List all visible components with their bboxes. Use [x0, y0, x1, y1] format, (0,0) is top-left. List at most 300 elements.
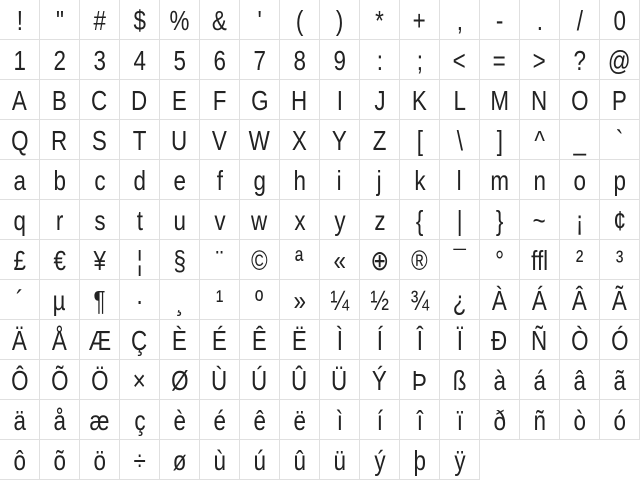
glyph-cell[interactable]: [320, 40, 360, 80]
glyph-cell[interactable]: [400, 320, 440, 360]
glyph-cell[interactable]: [560, 240, 600, 280]
glyph-cell[interactable]: [160, 240, 200, 280]
glyph-cell[interactable]: [360, 160, 400, 200]
glyph: Ö: [90, 365, 109, 396]
glyph-cell[interactable]: [200, 80, 240, 120]
glyph: K: [412, 85, 427, 116]
glyph: °: [495, 245, 504, 276]
glyph-cell[interactable]: [600, 0, 640, 40]
glyph: Ý: [372, 365, 387, 396]
glyph-cell[interactable]: [520, 400, 560, 440]
glyph: À: [492, 285, 507, 316]
glyph-cell[interactable]: [40, 40, 80, 80]
glyph-cell[interactable]: [160, 80, 200, 120]
glyph: M: [490, 85, 509, 116]
glyph: é: [213, 405, 226, 436]
glyph-cell[interactable]: [480, 160, 520, 200]
glyph-cell[interactable]: [600, 80, 640, 120]
glyph-cell[interactable]: [520, 120, 560, 160]
glyph-cell[interactable]: [0, 200, 40, 240]
glyph: j: [376, 165, 382, 196]
glyph-cell[interactable]: [360, 0, 400, 40]
glyph-cell[interactable]: [480, 320, 520, 360]
glyph: D: [131, 85, 148, 116]
glyph-cell[interactable]: [520, 80, 560, 120]
glyph: ,: [456, 5, 463, 36]
glyph-cell[interactable]: [120, 200, 160, 240]
glyph-cell[interactable]: [440, 360, 480, 400]
glyph: ä: [13, 405, 26, 436]
glyph-cell[interactable]: [520, 160, 560, 200]
glyph: ?: [573, 45, 586, 76]
glyph-cell[interactable]: [400, 160, 440, 200]
glyph-cell[interactable]: [360, 120, 400, 160]
glyph-cell[interactable]: [80, 240, 120, 280]
glyph: ó: [613, 405, 626, 436]
glyph-cell[interactable]: [160, 200, 200, 240]
glyph: Ï: [456, 325, 463, 356]
glyph-cell[interactable]: [560, 160, 600, 200]
glyph: Q: [10, 125, 29, 156]
glyph: Ô: [10, 365, 29, 396]
glyph-cell[interactable]: [0, 120, 40, 160]
glyph: V: [212, 125, 227, 156]
glyph-cell[interactable]: [120, 120, 160, 160]
glyph-cell[interactable]: [440, 280, 480, 320]
glyph-cell[interactable]: [480, 360, 520, 400]
glyph: ü: [333, 445, 346, 476]
glyph-cell[interactable]: [400, 200, 440, 240]
glyph: {: [415, 205, 424, 236]
glyph: ²: [575, 245, 584, 276]
glyph-cell[interactable]: [360, 200, 400, 240]
glyph-cell[interactable]: [520, 240, 560, 280]
glyph-cell[interactable]: [480, 200, 520, 240]
glyph: Ñ: [531, 325, 548, 356]
glyph-cell[interactable]: [200, 0, 240, 40]
glyph: ¦: [136, 245, 143, 276]
glyph-cell[interactable]: [40, 360, 80, 400]
glyph-cell[interactable]: [400, 0, 440, 40]
glyph: ¸: [175, 285, 184, 316]
glyph: ì: [336, 405, 343, 436]
glyph-cell[interactable]: [400, 80, 440, 120]
glyph-cell[interactable]: [480, 240, 520, 280]
glyph: -: [495, 5, 504, 36]
glyph-cell[interactable]: [160, 40, 200, 80]
glyph-cell[interactable]: [80, 80, 120, 120]
glyph: B: [52, 85, 67, 116]
glyph-cell[interactable]: [560, 400, 600, 440]
glyph-cell[interactable]: [480, 120, 520, 160]
glyph: w: [251, 205, 268, 236]
glyph-cell[interactable]: [40, 320, 80, 360]
glyph-cell[interactable]: [440, 440, 480, 480]
glyph: O: [570, 85, 589, 116]
glyph-cell[interactable]: [400, 120, 440, 160]
glyph: î: [416, 405, 423, 436]
glyph: ⊕: [370, 245, 389, 276]
glyph-cell[interactable]: [120, 80, 160, 120]
glyph-cell[interactable]: [240, 400, 280, 440]
glyph-cell[interactable]: [400, 40, 440, 80]
glyph-cell[interactable]: [80, 200, 120, 240]
glyph-cell[interactable]: [0, 440, 40, 480]
glyph-cell[interactable]: [200, 200, 240, 240]
glyph: Ù: [211, 365, 228, 396]
glyph-cell[interactable]: [520, 200, 560, 240]
glyph-cell[interactable]: [280, 400, 320, 440]
glyph-cell[interactable]: [280, 240, 320, 280]
glyph-cell[interactable]: [360, 360, 400, 400]
glyph: ¹: [215, 285, 224, 316]
glyph-cell[interactable]: [240, 80, 280, 120]
glyph-cell[interactable]: [600, 40, 640, 80]
glyph: W: [248, 125, 271, 156]
glyph: %: [169, 5, 190, 36]
glyph: »: [293, 285, 306, 316]
glyph-cell[interactable]: [80, 120, 120, 160]
glyph: 8: [293, 45, 306, 76]
glyph: x: [293, 205, 306, 236]
glyph: ÷: [133, 445, 146, 476]
glyph-cell[interactable]: [280, 360, 320, 400]
glyph-cell[interactable]: [320, 360, 360, 400]
glyph-cell[interactable]: [200, 240, 240, 280]
glyph-cell[interactable]: [200, 360, 240, 400]
glyph: ÿ: [453, 445, 466, 476]
glyph-cell[interactable]: [240, 40, 280, 80]
glyph-cell[interactable]: [320, 280, 360, 320]
glyph-cell[interactable]: [80, 280, 120, 320]
glyph: 6: [213, 45, 226, 76]
glyph-cell[interactable]: [120, 240, 160, 280]
glyph-cell[interactable]: [160, 0, 200, 40]
glyph-cell[interactable]: [320, 320, 360, 360]
glyph-cell[interactable]: [360, 400, 400, 440]
glyph: Ò: [570, 325, 589, 356]
glyph-cell[interactable]: [160, 320, 200, 360]
glyph: Í: [376, 325, 383, 356]
glyph-cell[interactable]: [560, 120, 600, 160]
glyph-cell[interactable]: [160, 440, 200, 480]
glyph: S: [92, 125, 107, 156]
glyph-cell[interactable]: [240, 320, 280, 360]
glyph: û: [293, 445, 306, 476]
glyph-cell[interactable]: [480, 80, 520, 120]
glyph: å: [53, 405, 66, 436]
glyph-cell[interactable]: [80, 0, 120, 40]
glyph: Ã: [612, 285, 627, 316]
glyph: \: [456, 125, 463, 156]
glyph: ;: [416, 45, 423, 76]
glyph-cell[interactable]: [0, 360, 40, 400]
glyph: c: [93, 165, 106, 196]
glyph-cell[interactable]: [400, 280, 440, 320]
glyph-cell[interactable]: [80, 160, 120, 200]
glyph-cell[interactable]: [280, 120, 320, 160]
glyph-cell[interactable]: [40, 440, 80, 480]
glyph: ": [55, 5, 64, 36]
glyph: ·: [135, 285, 144, 316]
glyph-cell[interactable]: [440, 120, 480, 160]
glyph-cell[interactable]: [560, 280, 600, 320]
glyph: ç: [133, 405, 146, 436]
glyph-cell[interactable]: [600, 360, 640, 400]
glyph-cell[interactable]: [80, 320, 120, 360]
glyph-cell[interactable]: [0, 240, 40, 280]
glyph-cell[interactable]: [360, 40, 400, 80]
glyph: ^: [534, 125, 545, 156]
glyph-cell[interactable]: [360, 440, 400, 480]
glyph: e: [173, 165, 186, 196]
glyph: ½: [370, 285, 389, 316]
glyph: ×: [132, 365, 147, 396]
glyph: ffl: [530, 245, 549, 276]
glyph-cell[interactable]: [280, 40, 320, 80]
glyph-cell[interactable]: [480, 280, 520, 320]
glyph-cell[interactable]: [160, 120, 200, 160]
glyph: :: [376, 45, 383, 76]
glyph-cell[interactable]: [280, 320, 320, 360]
glyph: U: [171, 125, 188, 156]
glyph-cell[interactable]: [80, 360, 120, 400]
glyph-cell[interactable]: [600, 160, 640, 200]
glyph: €: [53, 245, 66, 276]
glyph-cell[interactable]: [240, 280, 280, 320]
glyph-cell[interactable]: [200, 160, 240, 200]
glyph: !: [16, 5, 23, 36]
glyph-cell[interactable]: [240, 0, 280, 40]
glyph: q: [13, 205, 26, 236]
glyph-cell[interactable]: [240, 440, 280, 480]
glyph: Ü: [331, 365, 348, 396]
glyph-cell[interactable]: [240, 200, 280, 240]
glyph: Ð: [491, 325, 508, 356]
glyph: &: [212, 5, 227, 36]
glyph-cell[interactable]: [520, 0, 560, 40]
glyph-cell[interactable]: [0, 280, 40, 320]
glyph-cell[interactable]: [280, 0, 320, 40]
glyph-cell[interactable]: [120, 400, 160, 440]
glyph-cell[interactable]: [480, 0, 520, 40]
glyph-cell[interactable]: [120, 320, 160, 360]
glyph: ê: [253, 405, 266, 436]
glyph-cell[interactable]: [480, 40, 520, 80]
glyph: n: [533, 165, 546, 196]
glyph: u: [173, 205, 186, 236]
glyph-cell[interactable]: [200, 400, 240, 440]
glyph-cell[interactable]: [40, 80, 80, 120]
glyph: ¼: [330, 285, 349, 316]
glyph: µ: [53, 285, 66, 316]
glyph: ã: [613, 365, 626, 396]
glyph-cell[interactable]: [320, 200, 360, 240]
glyph: õ: [53, 445, 66, 476]
glyph-cell[interactable]: [280, 280, 320, 320]
glyph: R: [51, 125, 68, 156]
glyph-cell[interactable]: [440, 40, 480, 80]
glyph-cell[interactable]: [120, 280, 160, 320]
glyph-cell[interactable]: [520, 40, 560, 80]
glyph-cell[interactable]: [0, 40, 40, 80]
glyph: P: [612, 85, 627, 116]
glyph-cell[interactable]: [360, 320, 400, 360]
glyph-cell[interactable]: [440, 80, 480, 120]
glyph-cell[interactable]: [0, 160, 40, 200]
glyph: F: [212, 85, 227, 116]
glyph-cell[interactable]: [600, 200, 640, 240]
glyph-cell[interactable]: [80, 440, 120, 480]
glyph-cell[interactable]: [200, 440, 240, 480]
glyph: ª: [295, 245, 304, 276]
glyph-cell[interactable]: [80, 40, 120, 80]
glyph-cell[interactable]: [200, 280, 240, 320]
glyph-cell[interactable]: [520, 280, 560, 320]
glyph-cell[interactable]: [40, 400, 80, 440]
glyph-cell[interactable]: [160, 280, 200, 320]
glyph: Ë: [292, 325, 307, 356]
glyph-cell[interactable]: [320, 440, 360, 480]
glyph: I: [336, 85, 343, 116]
glyph-cell[interactable]: [440, 400, 480, 440]
glyph-cell[interactable]: [560, 40, 600, 80]
glyph-cell[interactable]: [400, 440, 440, 480]
glyph-cell[interactable]: [560, 80, 600, 120]
glyph: ©: [251, 245, 268, 276]
glyph-cell[interactable]: [0, 80, 40, 120]
glyph: [: [416, 125, 423, 156]
glyph-cell[interactable]: [280, 80, 320, 120]
glyph: «: [333, 245, 346, 276]
glyph: o: [573, 165, 586, 196]
glyph-cell[interactable]: [320, 120, 360, 160]
glyph: N: [531, 85, 548, 116]
glyph-cell[interactable]: [0, 0, 40, 40]
glyph-cell[interactable]: [40, 160, 80, 200]
glyph: <: [452, 45, 467, 76]
glyph-cell[interactable]: [360, 240, 400, 280]
glyph: à: [493, 365, 506, 396]
glyph-cell[interactable]: [240, 360, 280, 400]
glyph-cell[interactable]: [280, 160, 320, 200]
glyph-cell[interactable]: [40, 280, 80, 320]
glyph-cell[interactable]: [160, 160, 200, 200]
glyph-cell[interactable]: [0, 320, 40, 360]
glyph: Y: [332, 125, 347, 156]
glyph-cell[interactable]: [40, 0, 80, 40]
glyph: ): [335, 5, 344, 36]
glyph: >: [532, 45, 547, 76]
glyph-cell[interactable]: [240, 240, 280, 280]
glyph-cell[interactable]: [480, 400, 520, 440]
glyph-cell[interactable]: [120, 40, 160, 80]
glyph: ï: [456, 405, 463, 436]
glyph: X: [292, 125, 307, 156]
glyph-cell[interactable]: [600, 320, 640, 360]
glyph-cell[interactable]: [600, 280, 640, 320]
glyph-cell[interactable]: [120, 360, 160, 400]
glyph-cell[interactable]: [320, 0, 360, 40]
glyph-cell[interactable]: [360, 80, 400, 120]
glyph-cell[interactable]: [360, 280, 400, 320]
glyph-cell[interactable]: [400, 360, 440, 400]
glyph: ¾: [410, 285, 429, 316]
glyph-cell[interactable]: [440, 240, 480, 280]
glyph: ö: [93, 445, 106, 476]
glyph: Ê: [252, 325, 267, 356]
glyph-cell[interactable]: [40, 120, 80, 160]
glyph-cell[interactable]: [520, 320, 560, 360]
glyph-cell[interactable]: [440, 0, 480, 40]
glyph-cell[interactable]: [600, 240, 640, 280]
glyph-cell[interactable]: [320, 400, 360, 440]
glyph-cell[interactable]: [200, 40, 240, 80]
glyph-cell[interactable]: [280, 200, 320, 240]
glyph-cell[interactable]: [240, 120, 280, 160]
glyph: i: [336, 165, 342, 196]
glyph: #: [93, 5, 106, 36]
glyph-cell[interactable]: [0, 400, 40, 440]
glyph-cell[interactable]: [520, 360, 560, 400]
glyph-cell[interactable]: [80, 400, 120, 440]
glyph: t: [136, 205, 143, 236]
glyph: A: [12, 85, 27, 116]
glyph-cell[interactable]: [320, 80, 360, 120]
glyph-cell[interactable]: [240, 160, 280, 200]
glyph-cell[interactable]: [440, 320, 480, 360]
glyph-cell[interactable]: [560, 200, 600, 240]
glyph: +: [412, 5, 427, 36]
glyph-cell[interactable]: [40, 240, 80, 280]
glyph: =: [492, 45, 507, 76]
glyph: 3: [93, 45, 106, 76]
glyph-cell[interactable]: [200, 120, 240, 160]
glyph-cell[interactable]: [560, 320, 600, 360]
glyph-cell[interactable]: [280, 440, 320, 480]
glyph: ': [257, 5, 262, 36]
glyph-cell[interactable]: [160, 400, 200, 440]
glyph: d: [133, 165, 146, 196]
glyph: g: [253, 165, 266, 196]
glyph: Æ: [88, 325, 111, 356]
glyph-cell[interactable]: [40, 200, 80, 240]
glyph-cell[interactable]: [600, 120, 640, 160]
glyph-cell[interactable]: [560, 0, 600, 40]
glyph-cell[interactable]: [320, 240, 360, 280]
glyph-cell[interactable]: [200, 320, 240, 360]
glyph-cell[interactable]: [400, 240, 440, 280]
glyph-cell[interactable]: [120, 160, 160, 200]
glyph-cell[interactable]: [440, 160, 480, 200]
glyph: ð: [493, 405, 506, 436]
glyph: ß: [452, 365, 467, 396]
glyph-cell[interactable]: [440, 200, 480, 240]
glyph: ¢: [613, 205, 626, 236]
glyph: þ: [413, 445, 426, 476]
glyph-cell[interactable]: [600, 400, 640, 440]
glyph-cell[interactable]: [120, 0, 160, 40]
glyph-cell[interactable]: [120, 440, 160, 480]
glyph: 7: [253, 45, 266, 76]
glyph: p: [613, 165, 626, 196]
glyph-cell[interactable]: [560, 360, 600, 400]
glyph-cell[interactable]: [160, 360, 200, 400]
glyph: ~: [532, 205, 547, 236]
glyph-cell[interactable]: [320, 160, 360, 200]
glyph-cell[interactable]: [400, 400, 440, 440]
glyph: m: [490, 165, 509, 196]
